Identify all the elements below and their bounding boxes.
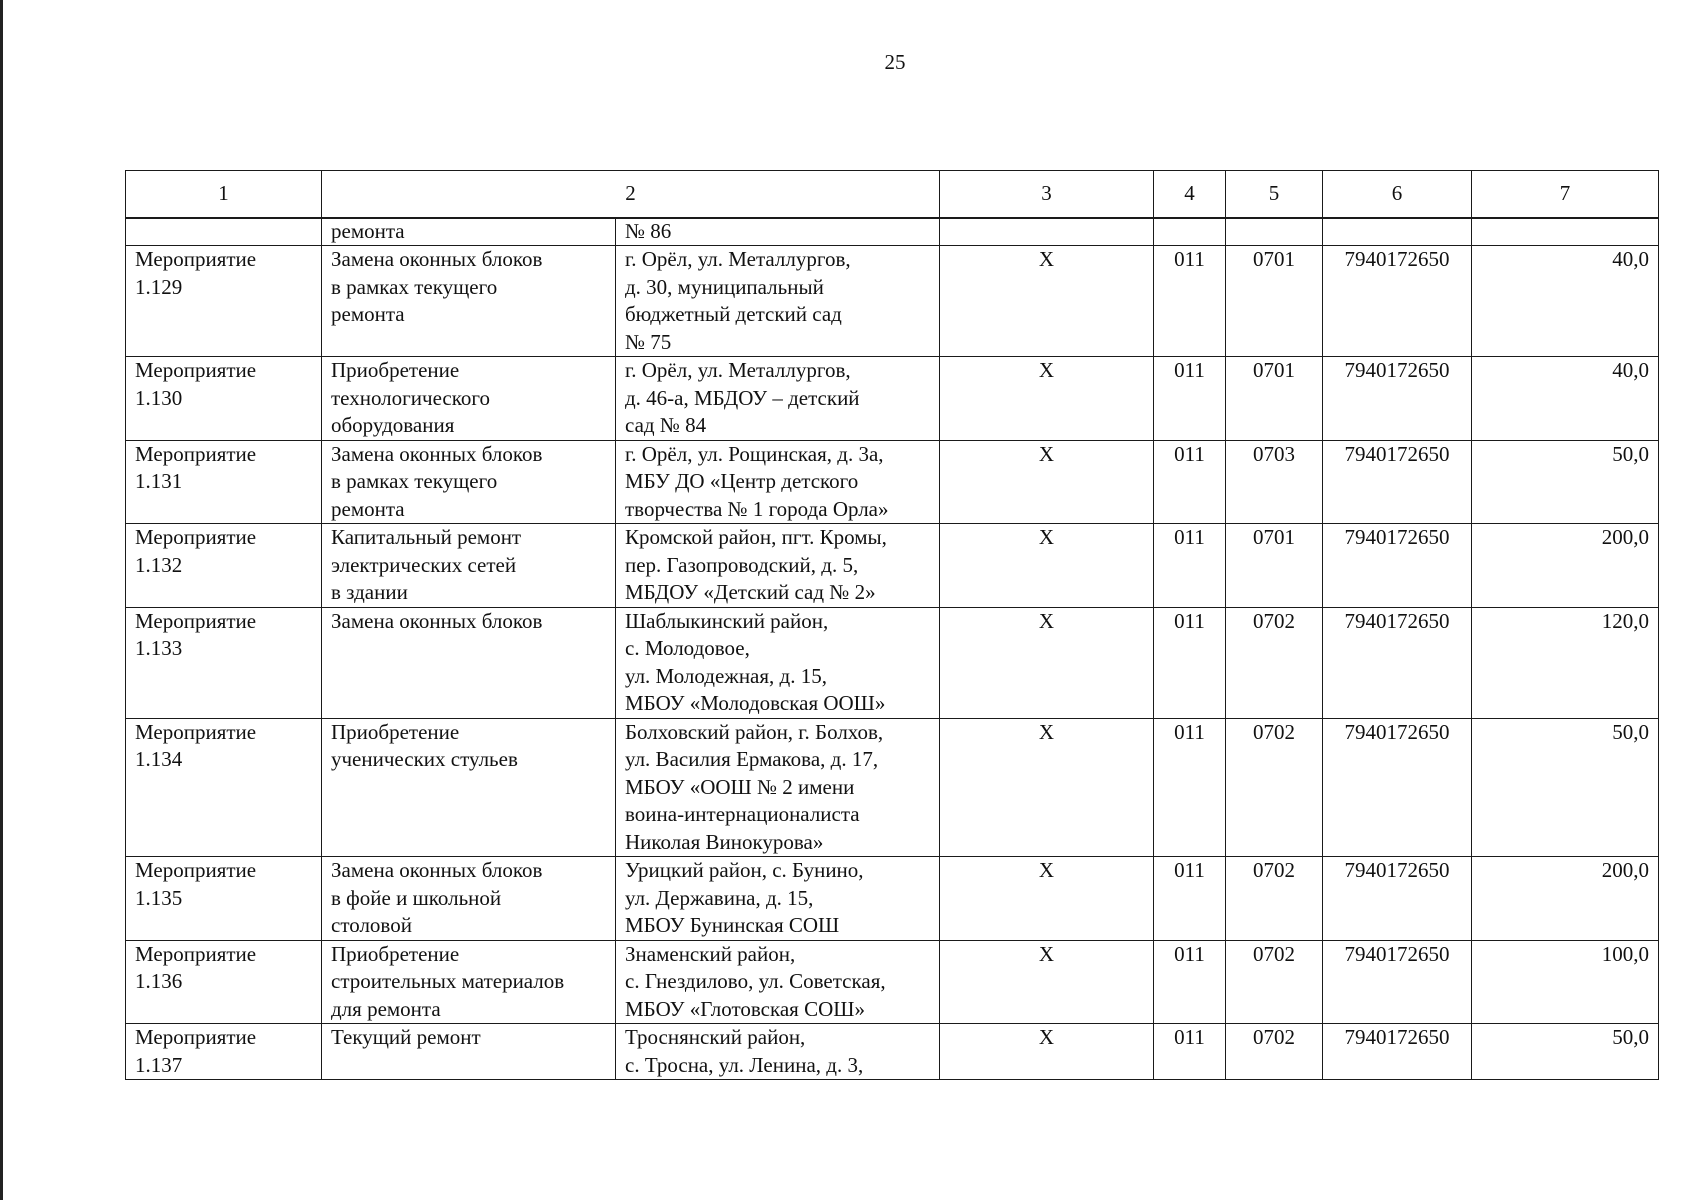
measure-description: Замена оконных блоков в рамках текущего ремонта <box>322 440 616 524</box>
measure-address: Болховский район, г. Болхов, ул. Василия Ермакова, д. 17, МБОУ «ООШ № 2 имени воина-интернационалиста Николая Винокурова» <box>616 718 940 857</box>
measure-description: Текущий ремонт <box>322 1024 616 1080</box>
measure-id: Мероприятие 1.131 <box>126 440 322 524</box>
measure-col-7: 40,0 <box>1472 246 1659 357</box>
measure-col-7: 40,0 <box>1472 357 1659 441</box>
measure-address: Шаблыкинский район, с. Молодовое, ул. Молодежная, д. 15, МБОУ «Молодовская ООШ» <box>616 607 940 718</box>
header-col-3: 3 <box>940 171 1154 219</box>
measure-id: Мероприятие 1.132 <box>126 524 322 608</box>
header-col-5: 5 <box>1226 171 1323 219</box>
measure-description: Приобретение строительных материалов для ремонта <box>322 940 616 1024</box>
measure-col-5: 0702 <box>1226 718 1323 857</box>
measure-col-7: 50,0 <box>1472 1024 1659 1080</box>
table-row <box>126 718 1659 857</box>
measure-description: Приобретение ученических стульев <box>322 718 616 857</box>
measure-col-3: Х <box>940 607 1154 718</box>
table-row <box>126 1024 1659 1080</box>
measure-col-5: 0701 <box>1226 524 1323 608</box>
page-number: 25 <box>884 50 906 74</box>
measure-col-6: 7940172650 <box>1323 940 1472 1024</box>
measure-col-6: 7940172650 <box>1323 1024 1472 1080</box>
cont-c6 <box>1323 218 1472 246</box>
cont-c4 <box>1154 218 1226 246</box>
measure-col-3: Х <box>940 940 1154 1024</box>
measure-col-5: 0701 <box>1226 357 1323 441</box>
measure-id: Мероприятие 1.129 <box>126 246 322 357</box>
measure-address: Урицкий район, с. Бунино, ул. Державина, д. 15, МБОУ Бунинская СОШ <box>616 857 940 941</box>
measure-col-3: Х <box>940 440 1154 524</box>
measure-col-5: 0701 <box>1226 246 1323 357</box>
header-col-7: 7 <box>1472 171 1659 219</box>
measure-col-6: 7940172650 <box>1323 357 1472 441</box>
measure-id: Мероприятие 1.137 <box>126 1024 322 1080</box>
table-row <box>126 857 1659 941</box>
measure-col-6: 7940172650 <box>1323 246 1472 357</box>
cont-address: № 86 <box>616 218 940 246</box>
table-row <box>126 440 1659 524</box>
measure-col-4: 011 <box>1154 940 1226 1024</box>
header-col-6: 6 <box>1323 171 1472 219</box>
measure-col-7: 100,0 <box>1472 940 1659 1024</box>
measure-col-7: 50,0 <box>1472 440 1659 524</box>
measure-col-3: Х <box>940 857 1154 941</box>
scan-edge <box>0 0 3 1200</box>
measure-col-5: 0702 <box>1226 857 1323 941</box>
header-col-4: 4 <box>1154 171 1226 219</box>
measure-id: Мероприятие 1.133 <box>126 607 322 718</box>
measure-col-5: 0703 <box>1226 440 1323 524</box>
cont-c5 <box>1226 218 1323 246</box>
measure-description: Приобретение технологического оборудования <box>322 357 616 441</box>
measure-col-3: Х <box>940 357 1154 441</box>
cont-description: ремонта <box>322 218 616 246</box>
measure-col-6: 7940172650 <box>1323 607 1472 718</box>
measure-address: г. Орёл, ул. Металлургов, д. 30, муниципальный бюджетный детский сад № 75 <box>616 246 940 357</box>
header-col-1: 1 <box>126 171 322 219</box>
measure-col-6: 7940172650 <box>1323 440 1472 524</box>
cont-id <box>126 218 322 246</box>
measure-col-4: 011 <box>1154 607 1226 718</box>
table-row <box>126 246 1659 357</box>
measure-col-3: Х <box>940 718 1154 857</box>
measure-col-4: 011 <box>1154 1024 1226 1080</box>
measure-col-4: 011 <box>1154 524 1226 608</box>
table-row <box>126 357 1659 441</box>
measure-col-7: 200,0 <box>1472 857 1659 941</box>
measure-address: г. Орёл, ул. Рощинская, д. 3а, МБУ ДО «Центр детского творчества № 1 города Орла» <box>616 440 940 524</box>
measure-col-5: 0702 <box>1226 607 1323 718</box>
measure-address: Кромской район, пгт. Кромы, пер. Газопроводский, д. 5, МБДОУ «Детский сад № 2» <box>616 524 940 608</box>
table-row <box>126 607 1659 718</box>
cont-c7 <box>1472 218 1659 246</box>
cont-c3 <box>940 218 1154 246</box>
measure-col-6: 7940172650 <box>1323 857 1472 941</box>
measure-address: Знаменский район, с. Гнездилово, ул. Советская, МБОУ «Глотовская СОШ» <box>616 940 940 1024</box>
measure-description: Замена оконных блоков в рамках текущего ремонта <box>322 246 616 357</box>
measure-col-4: 011 <box>1154 718 1226 857</box>
header-col-2: 2 <box>322 171 940 219</box>
measure-address: Троснянский район, с. Тросна, ул. Ленина, д. 3, <box>616 1024 940 1080</box>
table-row <box>126 524 1659 608</box>
measure-col-6: 7940172650 <box>1323 718 1472 857</box>
measure-col-7: 200,0 <box>1472 524 1659 608</box>
measure-description: Замена оконных блоков в фойе и школьной столовой <box>322 857 616 941</box>
measure-col-3: Х <box>940 1024 1154 1080</box>
measure-address: г. Орёл, ул. Металлургов, д. 46-а, МБДОУ – детский сад № 84 <box>616 357 940 441</box>
measure-col-4: 011 <box>1154 246 1226 357</box>
measure-col-5: 0702 <box>1226 940 1323 1024</box>
measure-id: Мероприятие 1.136 <box>126 940 322 1024</box>
measure-col-5: 0702 <box>1226 1024 1323 1080</box>
measure-col-7: 120,0 <box>1472 607 1659 718</box>
measure-col-7: 50,0 <box>1472 718 1659 857</box>
measure-col-4: 011 <box>1154 440 1226 524</box>
measure-col-3: Х <box>940 524 1154 608</box>
measure-id: Мероприятие 1.130 <box>126 357 322 441</box>
measure-description: Капитальный ремонт электрических сетей в здании <box>322 524 616 608</box>
measure-id: Мероприятие 1.135 <box>126 857 322 941</box>
table-row <box>126 940 1659 1024</box>
measures-table <box>125 170 1659 1080</box>
measure-col-4: 011 <box>1154 357 1226 441</box>
measure-col-3: Х <box>940 246 1154 357</box>
measure-description: Замена оконных блоков <box>322 607 616 718</box>
measure-col-6: 7940172650 <box>1323 524 1472 608</box>
header-row <box>126 171 1659 219</box>
continuation-row <box>126 218 1659 246</box>
measure-id: Мероприятие 1.134 <box>126 718 322 857</box>
measure-col-4: 011 <box>1154 857 1226 941</box>
